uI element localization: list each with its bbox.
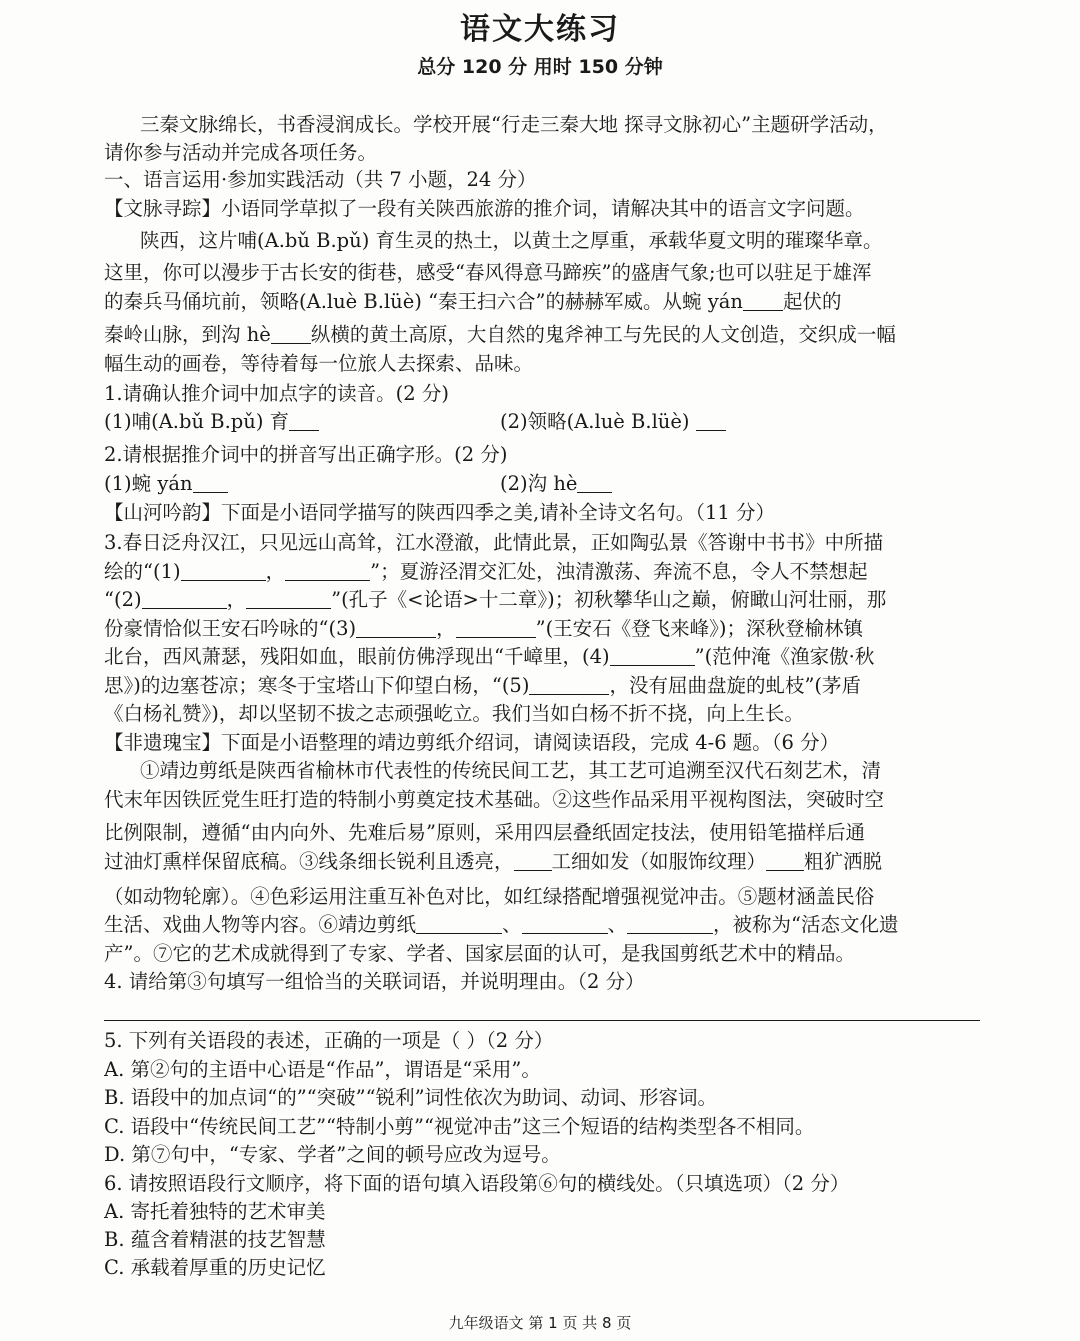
answer-blank[interactable] bbox=[181, 560, 266, 581]
answer-blank[interactable] bbox=[627, 913, 713, 934]
page-subtitle: 总分 120 分 用时 150 分钟 bbox=[417, 56, 663, 78]
passage-text: 秦岭山脉，到沟 hè bbox=[104, 323, 271, 346]
question-6-option: B. 蕴含着精湛的技艺智慧 bbox=[104, 1228, 326, 1251]
answer-blank[interactable] bbox=[193, 472, 228, 493]
answer-blank[interactable] bbox=[696, 410, 726, 431]
question-1-item-a: (1)哺(A.bǔ B.pǔ) 育 bbox=[104, 408, 319, 436]
paragraph-line: 生活、戏曲人物等内容。⑥靖边剪纸 、 、 ，被称为“活态文化遗 bbox=[104, 913, 899, 936]
intro-line: 三秦文脉绵长，书香浸润成长。学校开展“行走三秦大地 探寻文脉初心”主题研学活动， bbox=[140, 113, 888, 136]
section-heading: 一、语言运用·参加实践活动（共 7 小题，24 分） bbox=[104, 168, 537, 191]
question-6-stem: 6. 请按照语段行文顺序，将下面的语句填入语段第⑥句的横线处。（只填选项）（2 分） bbox=[104, 1172, 850, 1195]
question-5-option: C. 语段中“传统民间工艺”“特制小剪”“视觉冲击”这三个短语的结构类型各不相同。 bbox=[104, 1115, 815, 1138]
paragraph-line: 比例限制，遵循“由内向外、先难后易”原则，采用四层叠纸固定技法，使用铅笔描样后通 bbox=[104, 821, 865, 844]
part-heading: 【文脉寻踪】小语同学草拟了一段有关陕西旅游的推介词，请解决其中的语言文字问题。 bbox=[104, 197, 865, 220]
answer-line[interactable] bbox=[104, 1020, 980, 1021]
q3-line: 北台，西风萧瑟，残阳如血，眼前仿佛浮现出“千嶂里，(4) ”(范仲淹《渔家傲·秋 bbox=[104, 645, 875, 668]
q3-line: 3.春日泛舟汉江，只见远山高耸，江水澄澈，此情此景，正如陶弘景《答谢中书书》中所描 bbox=[104, 531, 884, 554]
passage-text: 的秦兵马俑坑前，领略(A.luè B.lüè) “秦王扫六合”的赫赫军威。从蜿 yán bbox=[104, 290, 743, 313]
question-4-stem: 4. 请给第③句填写一组恰当的关联词语，并说明理由。（2 分） bbox=[104, 970, 645, 993]
question-5-option: B. 语段中的加点词“的”“突破”“锐利”词性依次为助词、动词、形容词。 bbox=[104, 1086, 718, 1109]
passage-text: 纵横的黄土高原，大自然的鬼斧神工与先民的人文创造，交织成一幅 bbox=[310, 323, 896, 346]
question-6-option: C. 承载着厚重的历史记忆 bbox=[104, 1256, 326, 1279]
question-6-option: A. 寄托着独特的艺术审美 bbox=[104, 1200, 326, 1223]
passage-line bbox=[104, 288, 984, 316]
answer-blank[interactable] bbox=[514, 850, 552, 871]
question-5-stem: 5. 下列有关语段的表述，正确的一项是（ ）（2 分） bbox=[104, 1029, 554, 1052]
question-2-item-a: (1)蜿 yán bbox=[104, 470, 228, 498]
paragraph-line: （如动物轮廓）。④色彩运用注重互补色对比，如红绿搭配增强视觉冲击。⑤题材涵盖民俗 bbox=[104, 885, 875, 908]
paragraph-line: 过油灯熏样保留底稿。③线条细长锐利且透亮， 工细如发（如服饰纹理） 粗犷洒脱 bbox=[104, 850, 883, 873]
passage-line bbox=[104, 321, 984, 349]
paragraph-line: 代末年因铁匠党生旺打造的特制小剪奠定技术基础。②这些作品采用平视构图法，突破时空 bbox=[104, 788, 885, 811]
passage-text: 起伏的 bbox=[782, 290, 842, 313]
passage-line: 陕西，这片哺(A.bǔ B.pǔ) 育生灵的热土，以黄土之厚重，承载华夏文明的璀璨华章。 bbox=[140, 229, 883, 252]
fill-blank[interactable] bbox=[743, 290, 783, 311]
q3-line: “(2) ， ”(孔子《<论语>十二章》)；初秋攀华山之巅，俯瞰山河壮丽，那 bbox=[104, 588, 887, 611]
answer-blank[interactable] bbox=[142, 588, 227, 609]
answer-blank[interactable] bbox=[285, 560, 370, 581]
paragraph-line: 产”。⑦它的艺术成就得到了专家、学者、国家层面的认可，是我国剪纸艺术中的精品。 bbox=[104, 942, 855, 965]
question-2-item-b: (2)沟 hè bbox=[500, 470, 612, 498]
answer-blank[interactable] bbox=[356, 617, 436, 638]
part-heading: 【山河吟韵】下面是小语同学描写的陕西四季之美,请补全诗文名句。（11 分） bbox=[104, 501, 775, 524]
passage-line: 这里，你可以漫步于古长安的街巷，感受“春风得意马蹄疾”的盛唐气象;也可以驻足于雄浑 bbox=[104, 261, 872, 284]
part-heading: 【非遗瑰宝】下面是小语整理的靖边剪纸介绍词，请阅读语段，完成 4-6 题。（6 分） bbox=[104, 731, 840, 754]
q3-line: 思》)的边塞苍凉；寒冬于宝塔山下仰望白杨，“(5) ，没有屈曲盘旋的虬枝”(茅盾 bbox=[104, 674, 862, 697]
page-title: 语文大练习 bbox=[460, 12, 620, 47]
question-5-option: D. 第⑦句中，“专家、学者”之间的顿号应改为逗号。 bbox=[104, 1143, 561, 1166]
fill-blank[interactable] bbox=[271, 323, 311, 344]
answer-blank[interactable] bbox=[456, 617, 536, 638]
q3-line: 绘的“(1) ， ”；夏游泾渭交汇处，浊清激荡、奔流不息，令人不禁想起 bbox=[104, 560, 868, 583]
answer-blank[interactable] bbox=[766, 850, 804, 871]
answer-blank[interactable] bbox=[246, 588, 331, 609]
answer-blank[interactable] bbox=[577, 472, 612, 493]
answer-blank[interactable] bbox=[610, 645, 695, 666]
answer-blank[interactable] bbox=[289, 410, 319, 431]
answer-blank[interactable] bbox=[529, 674, 609, 695]
page-footer: 九年级语文 第 1 页 共 8 页 bbox=[448, 1314, 632, 1332]
q3-line: 《白杨礼赞》)，却以坚韧不拔之志顽强屹立。我们当如白杨不折不挠，向上生长。 bbox=[104, 702, 804, 725]
answer-blank[interactable] bbox=[522, 913, 608, 934]
question-1-item-b: (2)领略(A.luè B.lüè) bbox=[500, 408, 726, 436]
intro-line: 请你参与活动并完成各项任务。 bbox=[104, 141, 378, 164]
question-1-stem: 1.请确认推介词中加点字的读音。(2 分) bbox=[104, 382, 449, 405]
paragraph-line: ①靖边剪纸是陕西省榆林市代表性的传统民间工艺，其工艺可追溯至汉代石刻艺术，清 bbox=[140, 759, 882, 782]
answer-blank[interactable] bbox=[416, 913, 502, 934]
question-5-option: A. 第②句的主语中心语是“作品”，谓语是“采用”。 bbox=[104, 1058, 541, 1081]
passage-line: 幅生动的画卷，等待着每一位旅人去探索、品味。 bbox=[104, 352, 534, 375]
q3-line: 份豪情恰似王安石吟咏的“(3) ， ”(王安石《登飞来峰》)；深秋登榆林镇 bbox=[104, 617, 864, 640]
question-2-stem: 2.请根据推介词中的拼音写出正确字形。(2 分) bbox=[104, 443, 508, 466]
